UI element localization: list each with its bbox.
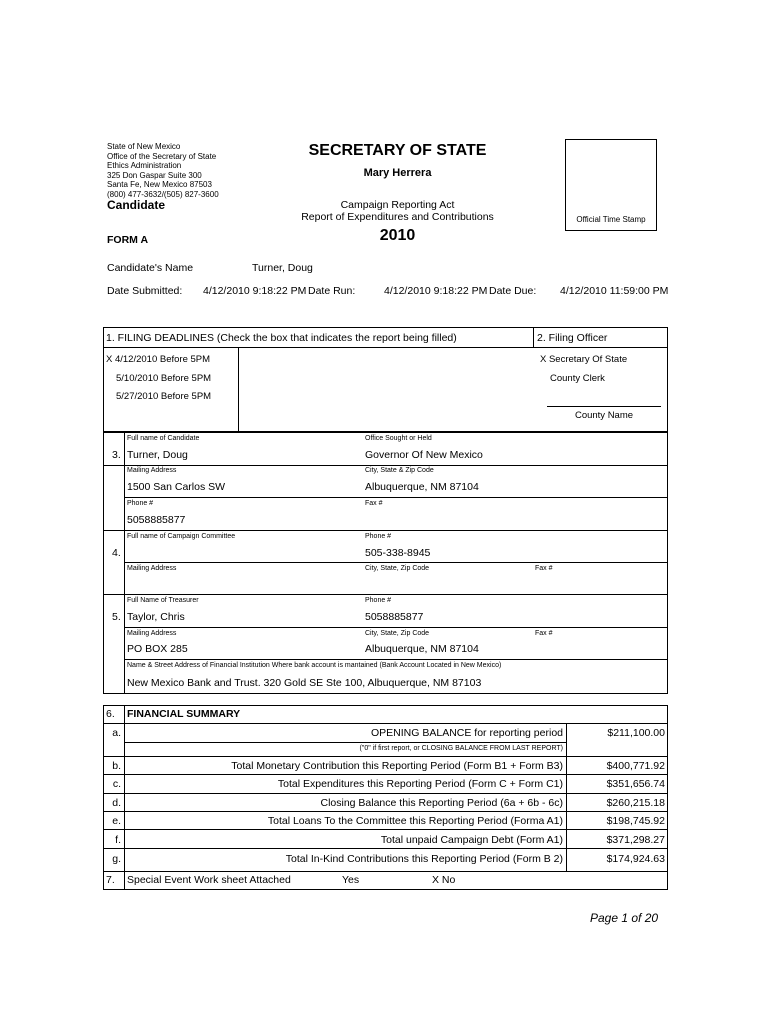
section-number: 4. (112, 547, 121, 559)
agency-line: Office of the Secretary of State (107, 151, 217, 161)
officer-option[interactable]: County Clerk (550, 373, 605, 384)
filing-deadlines-title: 1. FILING DEADLINES (Check the box that indicates the report being filled) (106, 332, 457, 344)
report-year: 2010 (379, 227, 416, 244)
date-due-value: 4/12/2010 11:59:00 PM (560, 285, 669, 297)
summary-row-value: $198,745.92 (606, 815, 665, 827)
summary-row-value: $400,771.92 (606, 760, 665, 772)
summary-row-value: $260,215.18 (606, 797, 665, 809)
treasurer-city-state-zip: Albuquerque, NM 87104 (365, 643, 479, 655)
divider (103, 829, 668, 830)
financial-summary-title: FINANCIAL SUMMARY (127, 708, 241, 720)
divider (103, 871, 668, 872)
page-title: SECRETARY OF STATE (308, 142, 487, 159)
report-name: Report of Expenditures and Contributions (301, 211, 494, 223)
divider (103, 756, 668, 757)
summary-row-value: $351,656.74 (606, 778, 665, 790)
divider (103, 774, 668, 775)
divider (566, 723, 567, 872)
field-label: Office Sought or Held (365, 435, 432, 442)
summary-row-label: Total unpaid Campaign Debt (Form A1) (380, 834, 563, 846)
official-time-stamp-box (565, 139, 657, 231)
committee-phone: 505-338-8945 (365, 547, 431, 559)
field-label: City, State, Zip Code (365, 565, 430, 572)
field-label: Phone # (365, 597, 392, 604)
section-number: 3. (112, 449, 121, 461)
candidate-phone: 5058885877 (127, 514, 186, 526)
agency-line: State of New Mexico (107, 142, 181, 151)
field-label: Phone # (365, 533, 392, 540)
section-number: 5. (112, 611, 121, 623)
field-label: Phone # (127, 500, 154, 507)
divider (533, 327, 534, 347)
divider (238, 347, 239, 432)
deadline-option[interactable]: 5/10/2010 Before 5PM (116, 373, 212, 384)
divider (103, 465, 668, 466)
divider (124, 705, 125, 890)
time-stamp-label: Official Time Stamp (576, 215, 646, 224)
agency-line: Ethics Administration (107, 161, 182, 170)
field-label: Fax # (365, 500, 383, 507)
summary-row-value: $174,924.63 (606, 853, 665, 865)
field-label: Full Name of Treasurer (127, 597, 199, 604)
agency-line: (800) 477-3632/(505) 827-3600 (107, 189, 219, 199)
summary-row-value: $211,100.00 (607, 727, 665, 739)
date-run-value: 4/12/2010 9:18:22 PM (384, 285, 488, 297)
divider (124, 497, 668, 498)
deadline-option[interactable]: 5/27/2010 Before 5PM (116, 391, 212, 402)
row-letter: a. (112, 727, 121, 739)
field-label: Mailing Address (127, 565, 177, 572)
secretary-name: Mary Herrera (363, 167, 432, 179)
summary-row-label: Total Expenditures this Reporting Period (Form C + Form C1) (277, 778, 563, 790)
summary-row-value: $371,298.27 (606, 834, 665, 846)
deadline-option[interactable]: X 4/12/2010 Before 5PM (106, 354, 211, 365)
treasurer-phone: 5058885877 (365, 611, 424, 623)
divider (103, 530, 668, 531)
candidate-name-label: Candidate's Name (107, 262, 194, 274)
divider (103, 811, 668, 812)
candidate-heading: Candidate (107, 198, 166, 212)
row-letter: d. (112, 797, 121, 809)
divider (103, 848, 668, 849)
divider (103, 723, 668, 724)
special-event-label: Special Event Work sheet Attached (127, 874, 291, 886)
field-label: Mailing Address (127, 467, 177, 474)
row-letter: g. (112, 853, 121, 865)
office-sought: Governor Of New Mexico (365, 449, 483, 461)
divider (124, 432, 125, 694)
divider (124, 742, 566, 743)
agency-address (107, 142, 219, 199)
candidate-full-name: Turner, Doug (127, 449, 188, 461)
field-label: Full name of Campaign Committee (127, 533, 236, 540)
divider (103, 594, 668, 595)
date-due-label: Date Due: (489, 285, 537, 297)
county-name-label: County Name (574, 410, 634, 421)
officer-option[interactable]: X Secretary Of State (540, 354, 628, 365)
opening-balance-note: ("0" if first report, or CLOSING BALANCE FROM LAST REPORT) (359, 745, 563, 752)
section-number: 6. (106, 708, 115, 720)
page-number: Page 1 of 20 (590, 911, 659, 925)
candidate-name-value: Turner, Doug (252, 262, 313, 274)
divider (103, 347, 668, 348)
field-label: City, State & Zip Code (365, 467, 434, 474)
agency-line: Santa Fe, New Mexico 87503 (107, 180, 212, 189)
special-event-no[interactable]: X No (432, 874, 456, 886)
county-name-line (547, 406, 661, 407)
summary-row-label: OPENING BALANCE for reporting period (371, 727, 563, 739)
divider (103, 793, 668, 794)
row-letter: e. (112, 815, 121, 827)
date-run-label: Date Run: (308, 285, 356, 297)
treasurer-mailing-address: PO BOX 285 (127, 643, 188, 655)
row-letter: f. (115, 834, 121, 846)
agency-line: 325 Don Gaspar Suite 300 (107, 170, 202, 180)
act-name: Campaign Reporting Act (340, 199, 455, 211)
form-label: FORM A (107, 234, 149, 246)
summary-row-label: Total In-Kind Contributions this Reporting Period (Form B 2) (285, 853, 563, 865)
field-label: City, State, Zip Code (365, 630, 430, 637)
treasurer-name: Taylor, Chris (127, 611, 185, 623)
field-label: Fax # (535, 565, 553, 572)
bank-name-address: New Mexico Bank and Trust. 320 Gold SE Ste 100, Albuquerque, NM 87103 (127, 677, 482, 689)
section-number: 7. (106, 874, 115, 886)
summary-row-label: Total Loans To the Committee this Reporting Period (Forma A1) (267, 815, 563, 827)
summary-row-label: Total Monetary Contribution this Reporting Period (Form B1 + Form B3) (231, 760, 563, 772)
field-label: Mailing Address (127, 630, 177, 637)
divider (124, 562, 668, 563)
divider (124, 659, 668, 660)
field-label: Name & Street Address of Financial Institution Where bank account is mantained (Bank Account Located in New Mexico) (127, 662, 502, 669)
candidate-mailing-address: 1500 San Carlos SW (127, 481, 226, 493)
divider (124, 627, 668, 628)
special-event-yes[interactable]: Yes (342, 874, 360, 886)
date-submitted-label: Date Submitted: (107, 285, 183, 297)
field-label: Fax # (535, 630, 553, 637)
row-letter: c. (112, 778, 121, 790)
summary-row-label: Closing Balance this Reporting Period (6a + 6b - 6c) (320, 797, 563, 809)
field-label: Full name of Candidate (127, 435, 200, 442)
filing-officer-title: 2. Filing Officer (537, 332, 608, 344)
candidate-city-state-zip: Albuquerque, NM 87104 (365, 481, 479, 493)
row-letter: b. (112, 760, 121, 772)
date-submitted-value: 4/12/2010 9:18:22 PM (203, 285, 307, 297)
